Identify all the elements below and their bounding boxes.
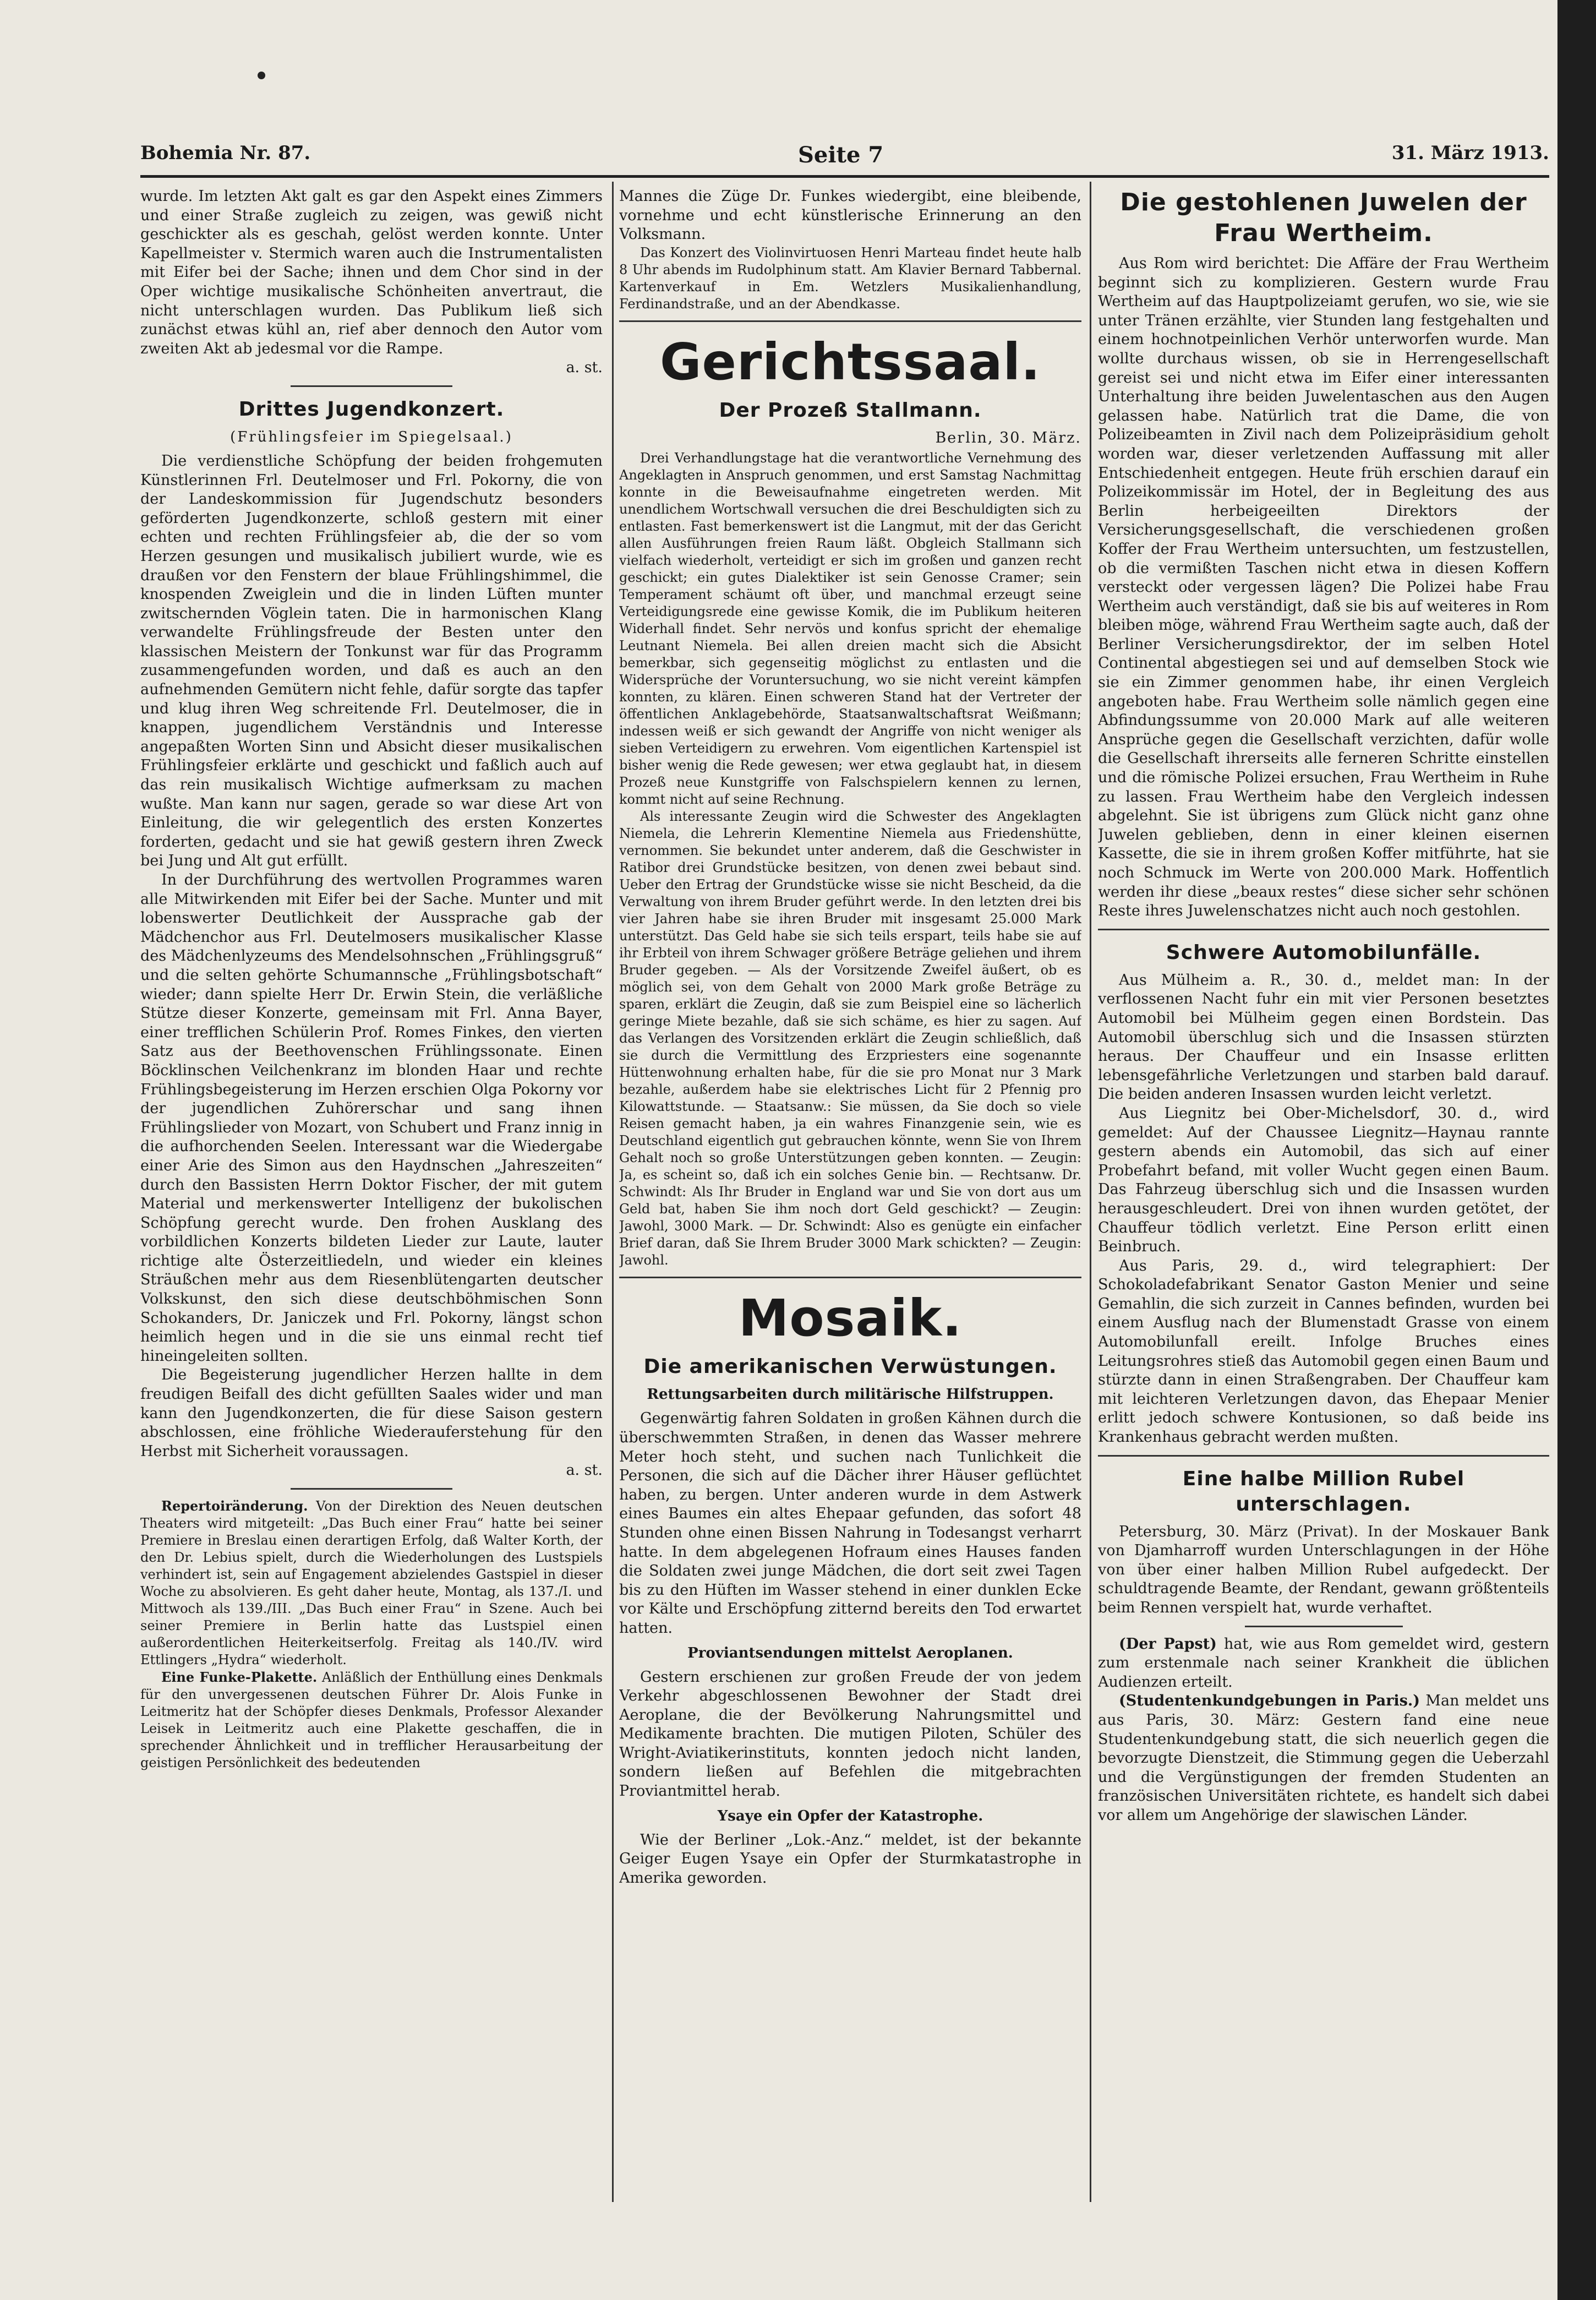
note-text: Anläßlich der Enthüllung eines Denkmals für den unvergessenen deutschen Führer Dr. Alois Funke in Leitmeritz hat der Schöpfer dieses Denkmals, Professor Alexander Leisek in Leitmeritz auch eine Plakette geschaffen, die in sprechender Ähnlichkeit und in trefflicher Herausarbeitung der geistigen Persönlichkeit des bedeutenden: [140, 1670, 603, 1770]
paragraph: Wie der Berliner „Lok.-Anz.“ meldet, ist der bekannte Geiger Eugen Ysaye ein Opfer der Sturmkatastrophe in Amerika geworden.: [619, 1831, 1081, 1887]
paragraph: Gestern erschienen zur großen Freude der von jedem Verkehr abgeschlossenen Bewohner der Stadt drei Aeroplane, die der Bevölkerung Nahrungsmittel und Medikamente brachten. Die mutigen Piloten, Schüler des Wright-Aviatikerinstituts, konnten jedoch nicht landen, sondern ließen auf Befehlen die mitgebrachten Proviantmittel herab.: [619, 1668, 1081, 1800]
concert-note: Das Konzert des Violinvirtuosen Henri Marteau findet heute halb 8 Uhr abends im Rudolphinum statt. Am Klavier Bernard Tabbernal. Kartenverkauf in Em. Wetzlers Musikalienhandlung, Ferdinandstraße, und an der Abendkasse.: [619, 244, 1081, 312]
separator: [619, 1277, 1081, 1278]
signature: a. st.: [566, 359, 603, 377]
separator: [1245, 1626, 1403, 1627]
column-2: [619, 187, 1081, 2202]
note-text: Man meldet uns aus Paris, 30. März: Gestern fand eine neue Studentenkundgebung statt, die sich neuerlich gegen die bevorzugte Dienstzeit, die Stimmung gegen die Ueberzahl und die Vergünstigungen der fremden Studenten an französischen Universitäten richtete, es handelt sich dabei vor allem um Angehörige der slawischen Länder.: [1098, 1692, 1549, 1824]
signature: a. st.: [566, 1462, 603, 1479]
paragraph: Petersburg, 30. März (Privat). In der Moskauer Bank von Djamharroff wurden Unterschlagungen in der Höhe von über einer halben Million Rubel aufgedeckt. Der schuldtragende Beamte, der Rendant, gewann größtenteils beim Rennen verspielt hat, wurde verhaftet.: [1098, 1523, 1549, 1616]
column-3: [1098, 187, 1549, 2202]
note-lead: Eine Funke-Plakette.: [161, 1669, 318, 1685]
article-subtitle: Ysaye ein Opfer der Katastrophe.: [717, 1807, 983, 1824]
column-1: [140, 187, 603, 2202]
article-title-automobilunfaelle: Schwere Automobilunfälle.: [1166, 941, 1482, 964]
paragraph: In der Durchführung des wertvollen Programmes waren alle Mitwirkenden mit Eifer bei der Sache. Munter und mit lobenswerter Deutlichkeit der Aussprache gab der Mädchenchor aus Frl. Deutelmosers musikalischer Klasse des Mädchenlyzeums des Mendelsohnschen „Frühlingsgruß“ und die selten gehörte Schumannsche „Frühlingsbotschaft“ wieder; dann spielte Herr Dr. Erwin Stein, die verläßliche Stütze dieser Konzerte, gemeinsam mit Frl. Anna Bayer, einer trefflichen Schülerin Prof. Romes Finkes, den vierten Satz aus der Beethovenschen Frühlingssonate. Einen Böcklinschen Veilchenkranz im blonden Haar und rechte Frühlingsbegeisterung im Herzen erschien Olga Pokorny vor der jugendlichen Zuhörerschar und sang ihnen Frühlingslieder von Mozart, von Schubert und Franz innig in die aufhorchenden Seelen. Interessant war die Wiedergabe einer Arie des Simon aus den Haydnschen „Jahreszeiten“ durch den Bassisten Herrn Doktor Fischer, der mit gutem Material und merkenswerter Intelligenz der bukolischen Schöpfung gerecht wurde. Den frohen Ausklang des vorbildlichen Konzerts bildeten Lieder zur Laute, lauter richtige alte Österzeitliedeln, und wieder ein kleines Sträußchen mehr aus dem Riesenblütengarten deutscher Volkskunst, den sich diese deutschböhmischen Sonn Schokanders, Dr. Janiczek und Frl. Pokorny, längst schon heimlich hegen und in die sie uns einmal recht tief hineingeleiten sollten.: [140, 871, 603, 1365]
article-subtitle: Rettungsarbeiten durch militärische Hilfstruppen.: [647, 1386, 1054, 1403]
scan-edge: [1557, 0, 1596, 2300]
headline-jugendkonzert: Drittes Jugendkonzert.: [238, 397, 505, 421]
note-text: hat, wie aus Rom gemeldet wird, gestern zum erstenmale nach seiner Krankheit die üblichen Audienzen erteilt.: [1098, 1635, 1549, 1691]
header-paper-number: Bohemia Nr. 87.: [140, 142, 311, 164]
header-date: 31. März 1913.: [1391, 142, 1549, 164]
opera-review-end: wurde. Im letzten Akt galt es gar den Aspekt eines Zimmers und einer Straße zugleich zu zeigen, was gewiß nicht geschickter als es geschah, gelöst werden konnte. Unter Kapellmeister v. Stermich waren auch die Instrumentalisten mit Eifer bei der Sache; ihnen und dem Chor sind in der Oper wichtige musikalische Schönheiten anvertraut, die nicht unterschlagen wurden. Das Publikum ließ sich zunächst etwas kühl an, rief aber dennoch den Autor vom zweiten Akt ab jedesmal vor die Rampe.: [140, 188, 603, 357]
dateline: Berlin, 30. März.: [935, 429, 1081, 446]
article-title-rubel: Eine halbe Million Rubel unterschlagen.: [1182, 1467, 1465, 1516]
paragraph: Gegenwärtig fahren Soldaten in großen Kähnen durch die überschwemmten Straßen, in denen das Wasser mehrere Meter hoch steht, und suchen nach Tunlichkeit die Personen, die sich auf die Dächer ihrer Häuser geflüchtet haben, zu bergen. Unter anderen wurde in dem Astwerk eines Baumes ein altes Ehepaar gefunden, das sofort 48 Stunden ohne einen Bissen Nahrung in Todesangst verharrt hatte. In dem abgelegenen Hofraum eines Hauses fanden die Soldaten zwei junge Mädchen, die dort seit zwei Tagen bis zu den Hüften im Wasser stehend in einer dunklen Ecke vor Kälte und Erschöpfung zitternd bereits den Tod erwartet hatten.: [619, 1410, 1081, 1637]
paragraph: Aus Rom wird berichtet: Die Affäre der Frau Wertheim beginnt sich zu komplizieren. Gestern wurde Frau Wertheim auf das Hauptpolizeiamt gerufen, wo sie, wie sie unter Tränen erzählte, vier Stunden lang festgehalten und einem hochnotpeinlichen Verhör unterworfen wurde. Man wollte durchaus wissen, ob sie in Herrengesellschaft gereist sei und nicht etwa im Eifer einer interessanten Unterhaltung ihre beiden Juwelentaschen aus den Augen gelassen habe. Natürlich trat die Dame, die von Polizeibeamten in Zivil nach dem Polizeipräsidium geholt worden war, dieser verletzenden Auffassung mit aller Entschiedenheit entgegen. Heute früh erschien darauf ein Polizeikommissär im Hotel, der in Begleitung des aus Berlin herbeigeeilten Direktors der Versicherungsgesellschaft, die verschiedenen großen Koffer der Frau Wertheim untersuchten, um festzustellen, ob die vermißten Taschen nicht etwa in diesen Koffern versteckt oder vergessen lägen? Die Polizei habe Frau Wertheim auch verständigt, daß sie bis auf weiteres in Rom bleiben möge, während Frau Wertheim sagte auch, daß der Berliner Versicherungsdirektor, der im selben Hotel Continental abgestiegen sei und auf demselben Stock wie sie ein Zimmer genommen habe, ihr einen Vergleich angeboten habe. Frau Wertheim solle nämlich gegen eine Abfindungssumme von 20.000 Mark auf alle weiteren Ansprüche gegen die Gesellschaft verzichten, dafür wolle die Gesellschaft ihrerseits alle ferneren Schritte einstellen und die römische Polizei ersuchen, Frau Wertheim in Ruhe zu lassen. Frau Wertheim habe den Vergleich indessen abgelehnt. Sie ist übrigens zum Glück nicht ganz ohne Juwelen geblieben, denn in einer kleinen eisernen Kassette, die sie in ihrem großen Koffer mitführte, hat sie noch Schmuck im Werte von 200.000 Mark. Hoffentlich werden ihr diese „beaux restes“ diese sicher sehr schönen Reste ihres Juwelenschatzes nicht auch noch gestohlen.: [1098, 255, 1549, 920]
page-header: [140, 142, 1549, 175]
paragraph: Drei Verhandlungstage hat die verantwortliche Vernehmung des Angeklagten in Anspruch genommen, und erst Samstag Nachmittag konnte in die Beweisaufnahme eingetreten werden. Mit unendlichem Wortschwall versuchen die drei Beschuldigten sich zu entlasten. Fast bemerkenswert ist die Langmut, mit der das Gericht allen Ausführungen freien Raum läßt. Obgleich Stallmann sich vielfach wiederholt, verteidigt er sich im großen und ganzen recht geschickt; ein gutes Dialektiker ist sein Genosse Cramer; sein Temperament schäumt oft über, und manchmal erzeugt seine Verteidigungsrede eine gewisse Komik, die im Publikum heiteren Widerhall findet. Sehr nervös und konfus spricht der ehemalige Leutnant Niemela. Bei allen dreien macht sich die Absicht bemerkbar, sich gegenseitig möglichst zu entlasten und die Widersprüche der Voruntersuchung, wo sie nicht vereint kämpfen konnten, zu klären. Einen schweren Stand hat der Vertreter der öffentlichen Anklagebehörde, Staatsanwaltschaftsrat Weißmann; indessen weiß er sich gewandt der Angriffe von nicht weniger als sieben Verteidigern zu erwehren. Vom eigentlichen Kartenspiel ist bisher wenig die Rede gewesen; wer etwa geglaubt hat, in diesem Prozeß neue Kunstgriffe von Falschspielern kennen zu lernen, kommt nicht auf seine Rechnung.: [619, 450, 1081, 808]
separator: [1098, 929, 1549, 930]
paragraph: Aus Mülheim a. R., 30. d., meldet man: In der verflossenen Nacht fuhr ein mit vier Personen besetztes Automobil bei Mülheim gegen einen Bordstein. Das Automobil überschlug sich und die Insassen stürzten heraus. Der Chauffeur und ein Insasse erlitten lebensgefährliche Verletzungen und starben bald darauf. Die beiden anderen Insassen wurden leicht verletzt.: [1098, 971, 1549, 1103]
section-title-mosaik: Mosaik.: [738, 1289, 963, 1348]
note-lead: (Studentenkundgebungen in Paris.): [1119, 1692, 1420, 1710]
article-title-verwuestungen: Die amerikanischen Verwüstungen.: [643, 1355, 1057, 1378]
column-divider-1: [612, 182, 614, 2202]
article-title-juwelen: Die gestohlenen Juwelen der Frau Wertheim.: [1120, 188, 1527, 247]
scan-speck: [258, 72, 265, 79]
paragraph: Die Begeisterung jugendlicher Herzen hallte in dem freudigen Beifall des dicht gefüllten Saales wider und man kann den Jugendkonzerten, die für diese Saison gestern abschlossen, eine fröhliche Wiederauferstehung für den Herbst mit Sicherheit voraussagen.: [140, 1366, 603, 1460]
paragraph: Als interessante Zeugin wird die Schwester des Angeklagten Niemela, die Lehrerin Klementine Niemela aus Friedenshütte, vernommen. Sie bekundet unter anderem, daß die Geschwister in Ratibor drei Grundstücke besitzen, von denen zwei bebaut sind. Ueber den Ertrag der Grundstücke wisse sie nicht Bescheid, da die Verwaltung von ihrem Bruder geführt werde. In den letzten drei bis vier Jahren habe sie ihren Bruder mit insgesamt 25.000 Mark unterstützt. Das Geld habe sie sich teils erspart, teils habe sie auf ihr Erbteil von ihrem Schwager größere Beträge geliehen und ihrem Bruder gegeben. — Als der Vorsitzende Zweifel äußert, ob es möglich sei, von dem Gehalt von 2000 Mark große Beträge zu sparen, erklärt die Zeugin, daß sie zum Beispiel eine so lächerlich geringe Miete bezahle, daß sie sich schäme, es hier zu sagen. Auf das Verlangen des Vorsitzenden erklärt die Zeugin schließlich, daß sie durch die Vermittlung des Erzpriesters eine sogenannte Hüttenwohnung erhalten habe, für die sie pro Monat nur 3 Mark bezahle, außerdem habe sie elektrisches Licht für 2 Pfennig pro Kilowattstunde. — Staatsanw.: Sie müssen, da Sie doch so viele Reisen gemacht haben, ja ein wahres Finanzgenie sein, wie es Deutschland eigentlich gut gebrauchen könnte, wenn Sie von Ihrem Gehalt noch so große Unterstützungen geben konnten. — Zeugin: Ja, es scheint so, daß ich ein solches Genie bin. — Rechtsanw. Dr. Schwindt: Als Ihr Bruder in England war und Sie von dort aus um Geld bat, haben Sie ihm noch dort Geld geschickt? — Zeugin: Jawohl, 3000 Mark. — Dr. Schwindt: Also es genügte ein einfacher Brief daran, daß Sie Ihrem Bruder 3000 Mark schickten? — Zeugin: Jawohl.: [619, 809, 1081, 1268]
section-title-gerichtssaal: Gerichtssaal.: [660, 332, 1041, 391]
note-lead: Repertoiränderung.: [161, 1498, 308, 1514]
note-text: Von der Direktion des Neuen deutschen Theaters wird mitgeteilt: „Das Buch einer Frau“ hatte bei seiner Premiere in Breslau einen derartigen Erfolg, daß Walter Korth, der den Dr. Lebius spielt, durch die Wiederholungen des Lustspiels verhindert ist, sein auf Engagement abzielendes Gastspiel in dieser Woche zu absolvieren. Es geht daher heute, Montag, als 137./I. und Mittwoch als 139./III. „Das Buch einer Frau“ in Szene. Auch bei seiner Premiere in Berlin hatte das Lustspiel einen außerordentlichen Heiterkeitserfolg. Freitag als 140./IV. wird Ettlingers „Hydra“ wiederholt.: [140, 1498, 603, 1667]
article-title-prozess: Der Prozeß Stallmann.: [719, 399, 982, 422]
subhead-fruehlingsfeier: (Frühlingsfeier im Spiegelsaal.): [230, 428, 513, 445]
note-lead: (Der Papst): [1119, 1635, 1217, 1653]
header-rule: [140, 175, 1549, 178]
header-page-number: Seite 7: [798, 142, 884, 168]
separator: [1098, 1455, 1549, 1457]
separator: [291, 385, 452, 387]
paragraph: Die verdienstliche Schöpfung der beiden frohgemuten Künstlerinnen Frl. Deutelmoser und Frl. Pokorny, die von der Landeskommission für Jugendschutz besonders geförderten Jugendkonzerte, schloß gestern mit einer echten und rechten Frühlingsfeier ab, die der so vom Herzen gesungen und musikalisch jubiliert wurde, wie es draußen vor den Fenstern der blaue Frühlingshimmel, die knospenden Zweiglein und die in linden Lüften munter zwitschernden Vöglein taten. Die in harmonischen Klang verwandelte Frühlingsfreude der Besten unter den klassischen Meistern der Tonkunst war für das Programm zusammengefunden worden, und daß es auch an den aufnehmenden Gemütern nicht fehle, dafür sorgte das tapfer und klug ihren Weg schreitende Frl. Deutelmoser, die in knappen, jugendlichem Verständnis und Interesse angepaßten Worten Sinn und Absicht dieser musikalischen Frühlingsfeier erklärte und geschickt und faßlich auch auf das rein musikalisch Wichtige aufmerksam zu machen wußte. Man kann nur sagen, gerade so war diese Art von Einleitung, die wir gelegentlich des ersten Konzertes forderten, gedacht und sie hat gewiß gestern ihren Zweck bei Jung und Alt gut erfüllt.: [140, 452, 603, 870]
paragraph: Mannes die Züge Dr. Funkes wiedergibt, eine bleibende, vornehme und echt künstlerische Erinnerung an den Volksmann.: [619, 188, 1081, 243]
column-divider-2: [1090, 182, 1091, 2202]
paragraph: Aus Liegnitz bei Ober-Michelsdorf, 30. d., wird gemeldet: Auf der Chaussee Liegnitz—Haynau rannte gestern abends ein Automobil, das sich auf einer Probefahrt befand, mit voller Wucht gegen einen Baum. Das Fahrzeug überschlug sich und die Insassen wurden herausgeschleudert. Drei von ihnen wurden getötet, der Chauffeur tödlich verletzt. Eine Person erlitt einen Beinbruch.: [1098, 1104, 1549, 1256]
article-subtitle: Proviantsendungen mittelst Aeroplanen.: [687, 1644, 1013, 1661]
paragraph: Aus Paris, 29. d., wird telegraphiert: Der Schokoladefabrikant Senator Gaston Menier und seine Gemahlin, die sich zurzeit in Cannes befinden, wurden bei einem Ausflug nach der Blumenstadt Grasse von einem Automobilunfall ereilt. Infolge Bruches eines Leitungsrohres stieß das Automobil gegen einen Baum und stürzte dann in einen Straßengraben. Der Chauffeur kam mit leichteren Verletzungen davon, das Ehepaar Menier erlitt jedoch schwere Kontusionen, so daß beide ins Krankenhaus gebracht werden mußten.: [1098, 1257, 1549, 1446]
separator: [619, 320, 1081, 322]
separator: [291, 1488, 452, 1490]
